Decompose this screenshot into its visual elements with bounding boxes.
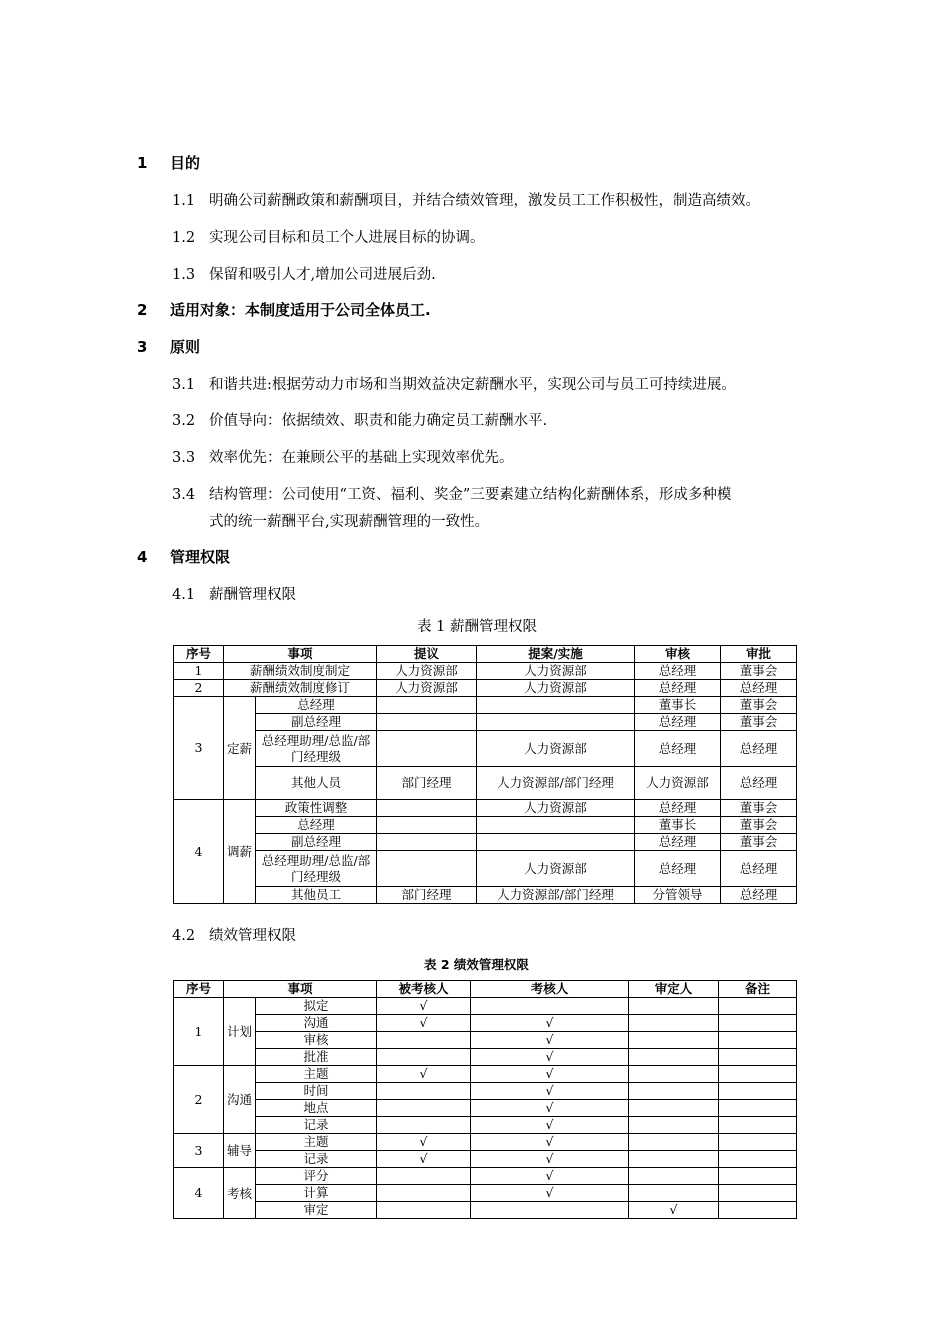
table-row — [174, 1168, 797, 1185]
table-caption: 表 2 绩效管理权限 — [424, 957, 529, 972]
assessee-cell: √ — [377, 1066, 471, 1083]
assessee-cell — [377, 1117, 471, 1134]
review-cell: 总经理 — [635, 714, 721, 731]
item-cell: 审定 — [256, 1202, 377, 1219]
header-cell: 提议 — [377, 646, 477, 663]
assessee-cell — [377, 1049, 471, 1066]
header-cell: 审核 — [635, 646, 721, 663]
propose-cell — [377, 851, 477, 887]
table-row — [174, 998, 797, 1015]
note-cell — [719, 998, 797, 1015]
propose-cell: 部门经理 — [377, 767, 477, 800]
approver-cell — [629, 1168, 719, 1185]
note-cell — [719, 1185, 797, 1202]
approve-cell: 董事会 — [721, 663, 797, 680]
section-heading: 1 目的 — [137, 154, 201, 172]
item-cell: 其他人员 — [256, 767, 377, 800]
impl-cell — [477, 714, 635, 731]
impl-cell — [477, 817, 635, 834]
assessor-cell: √ — [471, 1066, 629, 1083]
clause: 4.2 绩效管理权限 — [172, 928, 296, 944]
header-cell: 考核人 — [471, 981, 629, 998]
item-cell: 批准 — [256, 1049, 377, 1066]
item-cell: 副总经理 — [256, 714, 377, 731]
clause: 3.3 效率优先：在兼顾公平的基础上实现效率优先。 — [172, 450, 514, 466]
assessee-cell: √ — [377, 998, 471, 1015]
impl-cell: 人力资源部 — [477, 800, 635, 817]
clause: 3.2 价值导向：依据绩效、职责和能力确定员工薪酬水平. — [172, 413, 548, 429]
review-cell: 总经理 — [635, 834, 721, 851]
clause: 3.4 结构管理：公司使用“工资、福利、奖金”三要素建立结构化薪酬体系，形成多种模 — [172, 487, 732, 503]
propose-cell — [377, 817, 477, 834]
approver-cell — [629, 1066, 719, 1083]
propose-cell — [377, 697, 477, 714]
item-cell: 总经理助理/总监/部门经理级 — [256, 731, 377, 767]
approver-cell — [629, 1117, 719, 1134]
impl-cell: 人力资源部 — [477, 731, 635, 767]
table-row — [174, 1032, 797, 1049]
row-number: 1 — [174, 663, 224, 680]
table-caption: 表 1 薪酬管理权限 — [417, 619, 537, 635]
approver-cell — [629, 1100, 719, 1117]
header-cell: 被考核人 — [377, 981, 471, 998]
approver-cell — [629, 998, 719, 1015]
item-cell: 地点 — [256, 1100, 377, 1117]
table-row — [174, 1066, 797, 1083]
item-cell: 记录 — [256, 1117, 377, 1134]
clause: 4.1 薪酬管理权限 — [172, 587, 296, 603]
category-cell: 沟通 — [224, 1066, 256, 1134]
table-row — [174, 697, 797, 714]
header-cell: 序号 — [174, 981, 224, 998]
approver-cell — [629, 1134, 719, 1151]
review-cell: 总经理 — [635, 731, 721, 767]
review-cell: 总经理 — [635, 851, 721, 887]
header-cell: 提案/实施 — [477, 646, 635, 663]
impl-cell — [477, 834, 635, 851]
note-cell — [719, 1049, 797, 1066]
item-cell: 记录 — [256, 1151, 377, 1168]
assessor-cell: √ — [471, 1168, 629, 1185]
propose-cell — [377, 731, 477, 767]
impl-cell — [477, 697, 635, 714]
clause-continuation: 式的统一薪酬平台,实现薪酬管理的一致性。 — [209, 514, 490, 530]
row-number: 2 — [174, 680, 224, 697]
item-cell: 评分 — [256, 1168, 377, 1185]
table-row — [174, 1151, 797, 1168]
item-cell: 薪酬绩效制度修订 — [224, 680, 377, 697]
note-cell — [719, 1134, 797, 1151]
item-cell: 计算 — [256, 1185, 377, 1202]
note-cell — [719, 1083, 797, 1100]
header-cell: 备注 — [719, 981, 797, 998]
approver-cell: √ — [629, 1202, 719, 1219]
assessee-cell: √ — [377, 1151, 471, 1168]
assessor-cell — [471, 998, 629, 1015]
assessor-cell: √ — [471, 1032, 629, 1049]
table-row — [174, 680, 797, 697]
approve-cell: 董事会 — [721, 817, 797, 834]
item-cell: 总经理 — [256, 817, 377, 834]
table-row — [174, 1049, 797, 1066]
assessor-cell: √ — [471, 1185, 629, 1202]
row-number: 2 — [174, 1066, 224, 1134]
assessor-cell: √ — [471, 1083, 629, 1100]
assessor-cell: √ — [471, 1100, 629, 1117]
note-cell — [719, 1151, 797, 1168]
review-cell: 总经理 — [635, 800, 721, 817]
item-cell: 沟通 — [256, 1015, 377, 1032]
approve-cell: 总经理 — [721, 851, 797, 887]
assessor-cell: √ — [471, 1151, 629, 1168]
approve-cell: 总经理 — [721, 731, 797, 767]
item-cell: 副总经理 — [256, 834, 377, 851]
row-number: 3 — [174, 697, 224, 800]
clause: 1.1 明确公司薪酬政策和薪酬项目，并结合绩效管理，激发员工工作积极性，制造高绩效。 — [172, 193, 760, 209]
propose-cell: 部门经理 — [377, 887, 477, 904]
item-cell: 薪酬绩效制度制定 — [224, 663, 377, 680]
item-cell: 拟定 — [256, 998, 377, 1015]
item-cell: 时间 — [256, 1083, 377, 1100]
clause: 3.1 和谐共进:根据劳动力市场和当期效益决定薪酬水平，实现公司与员工可持续进展。 — [172, 377, 736, 393]
table-row — [174, 800, 797, 817]
note-cell — [719, 1066, 797, 1083]
review-cell: 人力资源部 — [635, 767, 721, 800]
approver-cell — [629, 1049, 719, 1066]
note-cell — [719, 1168, 797, 1185]
note-cell — [719, 1100, 797, 1117]
category-cell: 辅导 — [224, 1134, 256, 1168]
propose-cell: 人力资源部 — [377, 680, 477, 697]
assessee-cell — [377, 1202, 471, 1219]
table-row — [174, 1015, 797, 1032]
table-row — [174, 817, 797, 834]
assessor-cell: √ — [471, 1049, 629, 1066]
assessor-cell: √ — [471, 1117, 629, 1134]
note-cell — [719, 1202, 797, 1219]
table-row — [174, 851, 797, 887]
approve-cell: 总经理 — [721, 767, 797, 800]
table-header-row — [174, 646, 797, 663]
table-row — [174, 714, 797, 731]
note-cell — [719, 1117, 797, 1134]
section-heading: 4 管理权限 — [137, 548, 231, 566]
header-cell: 事项 — [224, 646, 377, 663]
approve-cell: 总经理 — [721, 887, 797, 904]
row-number: 1 — [174, 998, 224, 1066]
review-cell: 董事长 — [635, 697, 721, 714]
assessee-cell: √ — [377, 1015, 471, 1032]
category-cell: 考核 — [224, 1168, 256, 1219]
review-cell: 总经理 — [635, 663, 721, 680]
approver-cell — [629, 1032, 719, 1049]
assessor-cell: √ — [471, 1015, 629, 1032]
table-row — [174, 1117, 797, 1134]
table-row — [174, 767, 797, 800]
table-header-row — [174, 981, 797, 998]
header-cell: 审批 — [721, 646, 797, 663]
item-cell: 主题 — [256, 1066, 377, 1083]
category-cell: 调薪 — [224, 800, 256, 904]
assessee-cell — [377, 1032, 471, 1049]
table-row — [174, 731, 797, 767]
approver-cell — [629, 1151, 719, 1168]
clause: 1.3 保留和吸引人才,增加公司进展后劲. — [172, 267, 436, 283]
propose-cell — [377, 714, 477, 731]
impl-cell: 人力资源部 — [477, 663, 635, 680]
approver-cell — [629, 1083, 719, 1100]
approve-cell: 董事会 — [721, 697, 797, 714]
review-cell: 董事长 — [635, 817, 721, 834]
row-number: 3 — [174, 1134, 224, 1168]
assessee-cell — [377, 1168, 471, 1185]
table-row — [174, 1134, 797, 1151]
table-row — [174, 887, 797, 904]
impl-cell: 人力资源部/部门经理 — [477, 767, 635, 800]
table-row — [174, 1100, 797, 1117]
salary-authority-table — [173, 645, 797, 904]
table-row — [174, 834, 797, 851]
header-cell: 审定人 — [629, 981, 719, 998]
clause: 1.2 实现公司目标和员工个人进展目标的协调。 — [172, 230, 485, 246]
table-row — [174, 663, 797, 680]
note-cell — [719, 1032, 797, 1049]
category-cell: 计划 — [224, 998, 256, 1066]
item-cell: 总经理 — [256, 697, 377, 714]
assessee-cell — [377, 1083, 471, 1100]
assessor-cell: √ — [471, 1134, 629, 1151]
approver-cell — [629, 1185, 719, 1202]
item-cell: 审核 — [256, 1032, 377, 1049]
approver-cell — [629, 1015, 719, 1032]
approve-cell: 总经理 — [721, 680, 797, 697]
propose-cell — [377, 834, 477, 851]
note-cell — [719, 1015, 797, 1032]
item-cell: 总经理助理/总监/部门经理级 — [256, 851, 377, 887]
approve-cell: 董事会 — [721, 800, 797, 817]
propose-cell — [377, 800, 477, 817]
section-heading: 2 适用对象：本制度适用于公司全体员工. — [137, 301, 431, 319]
impl-cell: 人力资源部 — [477, 851, 635, 887]
item-cell: 其他员工 — [256, 887, 377, 904]
performance-authority-table — [173, 980, 797, 1219]
assessee-cell — [377, 1185, 471, 1202]
review-cell: 分管领导 — [635, 887, 721, 904]
assessee-cell: √ — [377, 1134, 471, 1151]
table-row — [174, 1083, 797, 1100]
propose-cell: 人力资源部 — [377, 663, 477, 680]
review-cell: 总经理 — [635, 680, 721, 697]
row-number: 4 — [174, 800, 224, 904]
assessor-cell — [471, 1202, 629, 1219]
assessee-cell — [377, 1100, 471, 1117]
item-cell: 主题 — [256, 1134, 377, 1151]
item-cell: 政策性调整 — [256, 800, 377, 817]
impl-cell: 人力资源部/部门经理 — [477, 887, 635, 904]
approve-cell: 董事会 — [721, 714, 797, 731]
section-heading: 3 原则 — [137, 338, 201, 356]
impl-cell: 人力资源部 — [477, 680, 635, 697]
approve-cell: 董事会 — [721, 834, 797, 851]
row-number: 4 — [174, 1168, 224, 1219]
header-cell: 事项 — [224, 981, 377, 998]
table-row — [174, 1202, 797, 1219]
category-cell: 定薪 — [224, 697, 256, 800]
header-cell: 序号 — [174, 646, 224, 663]
table-row — [174, 1185, 797, 1202]
